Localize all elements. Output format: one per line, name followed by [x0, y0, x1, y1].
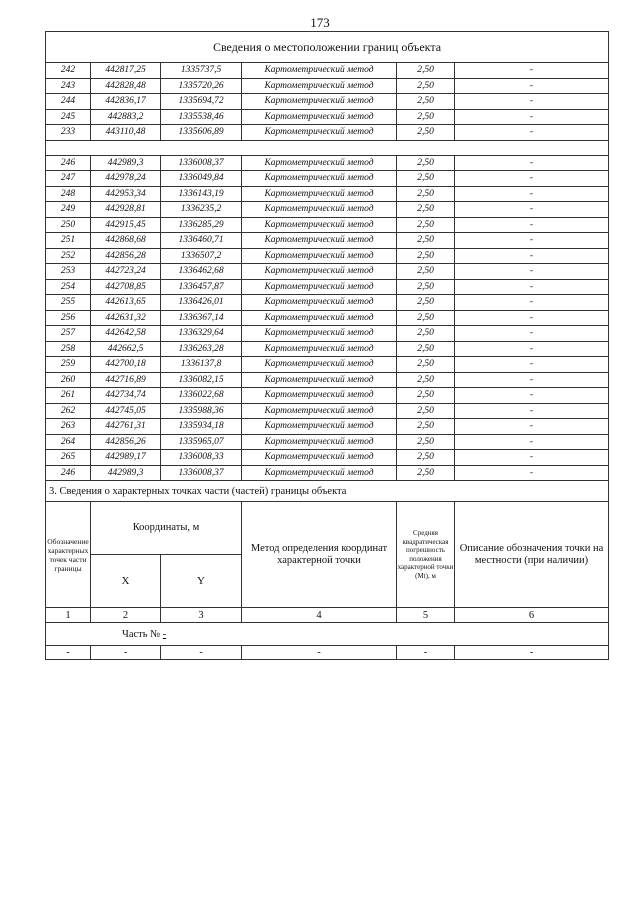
- x-coordinate-cell: 442723,24: [91, 264, 161, 280]
- point-id-cell: 261: [46, 388, 91, 404]
- description-cell: -: [455, 646, 609, 660]
- header-method: Метод определения координат характерной точки: [242, 502, 397, 608]
- x-coordinate-cell: 442989,3: [91, 155, 161, 171]
- y-coordinate-cell: 1335934,18: [161, 419, 242, 435]
- point-id-cell: 260: [46, 372, 91, 388]
- x-coordinate-cell: 442745,05: [91, 403, 161, 419]
- column-number: 6: [455, 608, 609, 623]
- description-cell: -: [455, 372, 609, 388]
- table-row: [46, 326, 609, 342]
- point-id-cell: 255: [46, 295, 91, 311]
- point-id-cell: 254: [46, 279, 91, 295]
- description-cell: -: [455, 78, 609, 94]
- accuracy-cell: 2,50: [397, 434, 455, 450]
- table-row: [46, 94, 609, 110]
- x-coordinate-cell: 442817,25: [91, 63, 161, 79]
- accuracy-cell: 2,50: [397, 109, 455, 125]
- table-row: [46, 465, 609, 481]
- method-cell: Картометрический метод: [242, 186, 397, 202]
- method-cell: Картометрический метод: [242, 155, 397, 171]
- method-cell: Картометрический метод: [242, 465, 397, 481]
- point-id-cell: 258: [46, 341, 91, 357]
- point-id-cell: 245: [46, 109, 91, 125]
- x-coordinate-cell: 442836,17: [91, 94, 161, 110]
- description-cell: -: [455, 388, 609, 404]
- x-coordinate-cell: 442989,17: [91, 450, 161, 466]
- y-coordinate-cell: 1336329,64: [161, 326, 242, 342]
- point-id-cell: 259: [46, 357, 91, 373]
- description-cell: -: [455, 155, 609, 171]
- description-cell: -: [455, 63, 609, 79]
- point-id-cell: 265: [46, 450, 91, 466]
- method-cell: Картометрический метод: [242, 202, 397, 218]
- point-id-cell: 263: [46, 419, 91, 435]
- point-id-cell: 242: [46, 63, 91, 79]
- point-id-cell: 264: [46, 434, 91, 450]
- point-id-cell: 253: [46, 264, 91, 280]
- description-cell: -: [455, 186, 609, 202]
- accuracy-cell: -: [397, 646, 455, 660]
- y-coordinate-cell: 1335988,36: [161, 403, 242, 419]
- accuracy-cell: 2,50: [397, 372, 455, 388]
- column-number: 2: [91, 608, 161, 623]
- table-row: [46, 372, 609, 388]
- x-coordinate-cell: -: [91, 646, 161, 660]
- accuracy-cell: 2,50: [397, 186, 455, 202]
- x-coordinate-cell: 442928,81: [91, 202, 161, 218]
- x-coordinate-cell: 442734,74: [91, 388, 161, 404]
- header-point-designation: Обозначение характерных точек части границы: [46, 502, 91, 608]
- accuracy-cell: 2,50: [397, 450, 455, 466]
- table-row: [46, 419, 609, 435]
- method-cell: -: [242, 646, 397, 660]
- x-coordinate-cell: 442915,45: [91, 217, 161, 233]
- accuracy-cell: 2,50: [397, 310, 455, 326]
- point-id-cell: 252: [46, 248, 91, 264]
- description-cell: -: [455, 279, 609, 295]
- method-cell: Картометрический метод: [242, 372, 397, 388]
- method-cell: Картометрический метод: [242, 109, 397, 125]
- method-cell: Картометрический метод: [242, 341, 397, 357]
- header-x: X: [91, 555, 161, 608]
- method-cell: Картометрический метод: [242, 94, 397, 110]
- point-id-cell: 243: [46, 78, 91, 94]
- x-coordinate-cell: 442883,2: [91, 109, 161, 125]
- description-cell: -: [455, 310, 609, 326]
- description-cell: -: [455, 94, 609, 110]
- x-coordinate-cell: 442708,85: [91, 279, 161, 295]
- y-coordinate-cell: 1336367,14: [161, 310, 242, 326]
- point-id-cell: 256: [46, 310, 91, 326]
- accuracy-cell: 2,50: [397, 217, 455, 233]
- method-cell: Картометрический метод: [242, 233, 397, 249]
- table-row: [46, 202, 609, 218]
- method-cell: Картометрический метод: [242, 125, 397, 141]
- x-coordinate-cell: 442716,89: [91, 372, 161, 388]
- y-coordinate-cell: 1335720,26: [161, 78, 242, 94]
- x-coordinate-cell: 442856,26: [91, 434, 161, 450]
- separator-row: [46, 140, 609, 155]
- description-cell: -: [455, 109, 609, 125]
- x-coordinate-cell: 442613,65: [91, 295, 161, 311]
- description-cell: -: [455, 217, 609, 233]
- accuracy-cell: 2,50: [397, 78, 455, 94]
- method-cell: Картометрический метод: [242, 434, 397, 450]
- y-coordinate-cell: 1336022,68: [161, 388, 242, 404]
- method-cell: Картометрический метод: [242, 78, 397, 94]
- y-coordinate-cell: 1335606,89: [161, 125, 242, 141]
- y-coordinate-cell: 1335694,72: [161, 94, 242, 110]
- accuracy-cell: 2,50: [397, 357, 455, 373]
- table-row: [46, 403, 609, 419]
- accuracy-cell: 2,50: [397, 279, 455, 295]
- point-id-cell: -: [46, 646, 91, 660]
- x-coordinate-cell: 442989,3: [91, 465, 161, 481]
- part-label-row: [46, 623, 609, 646]
- accuracy-cell: 2,50: [397, 264, 455, 280]
- y-coordinate-cell: -: [161, 646, 242, 660]
- y-coordinate-cell: 1336263,28: [161, 341, 242, 357]
- point-id-cell: 250: [46, 217, 91, 233]
- description-cell: -: [455, 419, 609, 435]
- boundary-table: [45, 31, 609, 660]
- y-coordinate-cell: 1336082,15: [161, 372, 242, 388]
- table-row: [46, 357, 609, 373]
- method-cell: Картометрический метод: [242, 310, 397, 326]
- accuracy-cell: 2,50: [397, 295, 455, 311]
- description-cell: -: [455, 125, 609, 141]
- description-cell: -: [455, 403, 609, 419]
- description-cell: -: [455, 202, 609, 218]
- accuracy-cell: 2,50: [397, 465, 455, 481]
- point-id-cell: 249: [46, 202, 91, 218]
- point-id-cell: 251: [46, 233, 91, 249]
- page-number: 173: [310, 15, 330, 30]
- method-cell: Картометрический метод: [242, 264, 397, 280]
- table-row: [46, 233, 609, 249]
- table-row: [46, 264, 609, 280]
- y-coordinate-cell: 1336143,19: [161, 186, 242, 202]
- point-id-cell: 246: [46, 465, 91, 481]
- point-id-cell: 247: [46, 171, 91, 187]
- method-cell: Картометрический метод: [242, 295, 397, 311]
- accuracy-cell: 2,50: [397, 94, 455, 110]
- part-label-text: Часть №: [122, 628, 163, 640]
- table-row: [46, 155, 609, 171]
- table-row: [46, 295, 609, 311]
- point-id-cell: 248: [46, 186, 91, 202]
- table-row: [46, 341, 609, 357]
- column-number: 3: [161, 608, 242, 623]
- method-cell: Картометрический метод: [242, 171, 397, 187]
- y-coordinate-cell: 1336285,29: [161, 217, 242, 233]
- part-label: [46, 623, 609, 646]
- y-coordinate-cell: 1336008,37: [161, 155, 242, 171]
- empty-data-row: [46, 646, 609, 660]
- y-coordinate-cell: 1335737,5: [161, 63, 242, 79]
- table-row: [46, 109, 609, 125]
- x-coordinate-cell: 442642,58: [91, 326, 161, 342]
- description-cell: -: [455, 465, 609, 481]
- x-coordinate-cell: 442953,34: [91, 186, 161, 202]
- point-id-cell: 257: [46, 326, 91, 342]
- table-row: [46, 450, 609, 466]
- point-id-cell: 233: [46, 125, 91, 141]
- header-accuracy: Средняя квадратическая погрешность положения характерной точки (Mt), м: [397, 502, 455, 608]
- point-id-cell: 244: [46, 94, 91, 110]
- description-cell: -: [455, 248, 609, 264]
- y-coordinate-cell: 1336008,33: [161, 450, 242, 466]
- header-description: Описание обозначения точки на местности (при наличии): [455, 502, 609, 608]
- method-cell: Картометрический метод: [242, 357, 397, 373]
- method-cell: Картометрический метод: [242, 403, 397, 419]
- y-coordinate-cell: 1335965,07: [161, 434, 242, 450]
- accuracy-cell: 2,50: [397, 233, 455, 249]
- table-row: [46, 125, 609, 141]
- part3-header-row: [46, 502, 609, 555]
- accuracy-cell: 2,50: [397, 171, 455, 187]
- table-row: [46, 388, 609, 404]
- accuracy-cell: 2,50: [397, 63, 455, 79]
- column-number: 5: [397, 608, 455, 623]
- method-cell: Картометрический метод: [242, 326, 397, 342]
- accuracy-cell: 2,50: [397, 341, 455, 357]
- table-row: [46, 78, 609, 94]
- method-cell: Картометрический метод: [242, 63, 397, 79]
- accuracy-cell: 2,50: [397, 202, 455, 218]
- column-number: 1: [46, 608, 91, 623]
- point-id-cell: 246: [46, 155, 91, 171]
- description-cell: -: [455, 233, 609, 249]
- method-cell: Картометрический метод: [242, 388, 397, 404]
- y-coordinate-cell: 1336507,2: [161, 248, 242, 264]
- description-cell: -: [455, 450, 609, 466]
- method-cell: Картометрический метод: [242, 248, 397, 264]
- accuracy-cell: 2,50: [397, 125, 455, 141]
- header-coordinates: Координаты, м: [91, 502, 242, 555]
- accuracy-cell: 2,50: [397, 419, 455, 435]
- accuracy-cell: 2,50: [397, 388, 455, 404]
- section-title-row: [46, 32, 609, 63]
- description-cell: -: [455, 295, 609, 311]
- x-coordinate-cell: 442631,32: [91, 310, 161, 326]
- accuracy-cell: 2,50: [397, 403, 455, 419]
- table-row: [46, 248, 609, 264]
- column-number: 4: [242, 608, 397, 623]
- y-coordinate-cell: 1336426,01: [161, 295, 242, 311]
- description-cell: -: [455, 341, 609, 357]
- table-row: [46, 186, 609, 202]
- method-cell: Картометрический метод: [242, 279, 397, 295]
- part3-title: 3. Сведения о характерных точках части (частей) границы объекта: [46, 481, 609, 502]
- y-coordinate-cell: 1336008,37: [161, 465, 242, 481]
- x-coordinate-cell: 442856,28: [91, 248, 161, 264]
- column-number-row: [46, 608, 609, 623]
- part3-title-row: [46, 481, 609, 502]
- method-cell: Картометрический метод: [242, 450, 397, 466]
- description-cell: -: [455, 171, 609, 187]
- x-coordinate-cell: 442662,5: [91, 341, 161, 357]
- accuracy-cell: 2,50: [397, 155, 455, 171]
- description-cell: -: [455, 357, 609, 373]
- accuracy-cell: 2,50: [397, 326, 455, 342]
- table-row: [46, 310, 609, 326]
- method-cell: Картометрический метод: [242, 419, 397, 435]
- description-cell: -: [455, 434, 609, 450]
- separator-cell: [46, 140, 609, 155]
- y-coordinate-cell: 1336235,2: [161, 202, 242, 218]
- x-coordinate-cell: 442700,18: [91, 357, 161, 373]
- point-id-cell: 262: [46, 403, 91, 419]
- table-row: [46, 63, 609, 79]
- y-coordinate-cell: 1336457,87: [161, 279, 242, 295]
- y-coordinate-cell: 1335538,46: [161, 109, 242, 125]
- table-row: [46, 217, 609, 233]
- header-y: Y: [161, 555, 242, 608]
- table-row: [46, 279, 609, 295]
- description-cell: -: [455, 326, 609, 342]
- part-number: -: [162, 628, 167, 640]
- x-coordinate-cell: 443110,48: [91, 125, 161, 141]
- x-coordinate-cell: 442868,68: [91, 233, 161, 249]
- y-coordinate-cell: 1336137,8: [161, 357, 242, 373]
- description-cell: -: [455, 264, 609, 280]
- y-coordinate-cell: 1336049,84: [161, 171, 242, 187]
- y-coordinate-cell: 1336462,68: [161, 264, 242, 280]
- section-title: Сведения о местоположении границ объекта: [46, 32, 609, 63]
- table-row: [46, 171, 609, 187]
- table-row: [46, 434, 609, 450]
- x-coordinate-cell: 442978,24: [91, 171, 161, 187]
- x-coordinate-cell: 442828,48: [91, 78, 161, 94]
- accuracy-cell: 2,50: [397, 248, 455, 264]
- method-cell: Картометрический метод: [242, 217, 397, 233]
- x-coordinate-cell: 442761,31: [91, 419, 161, 435]
- y-coordinate-cell: 1336460,71: [161, 233, 242, 249]
